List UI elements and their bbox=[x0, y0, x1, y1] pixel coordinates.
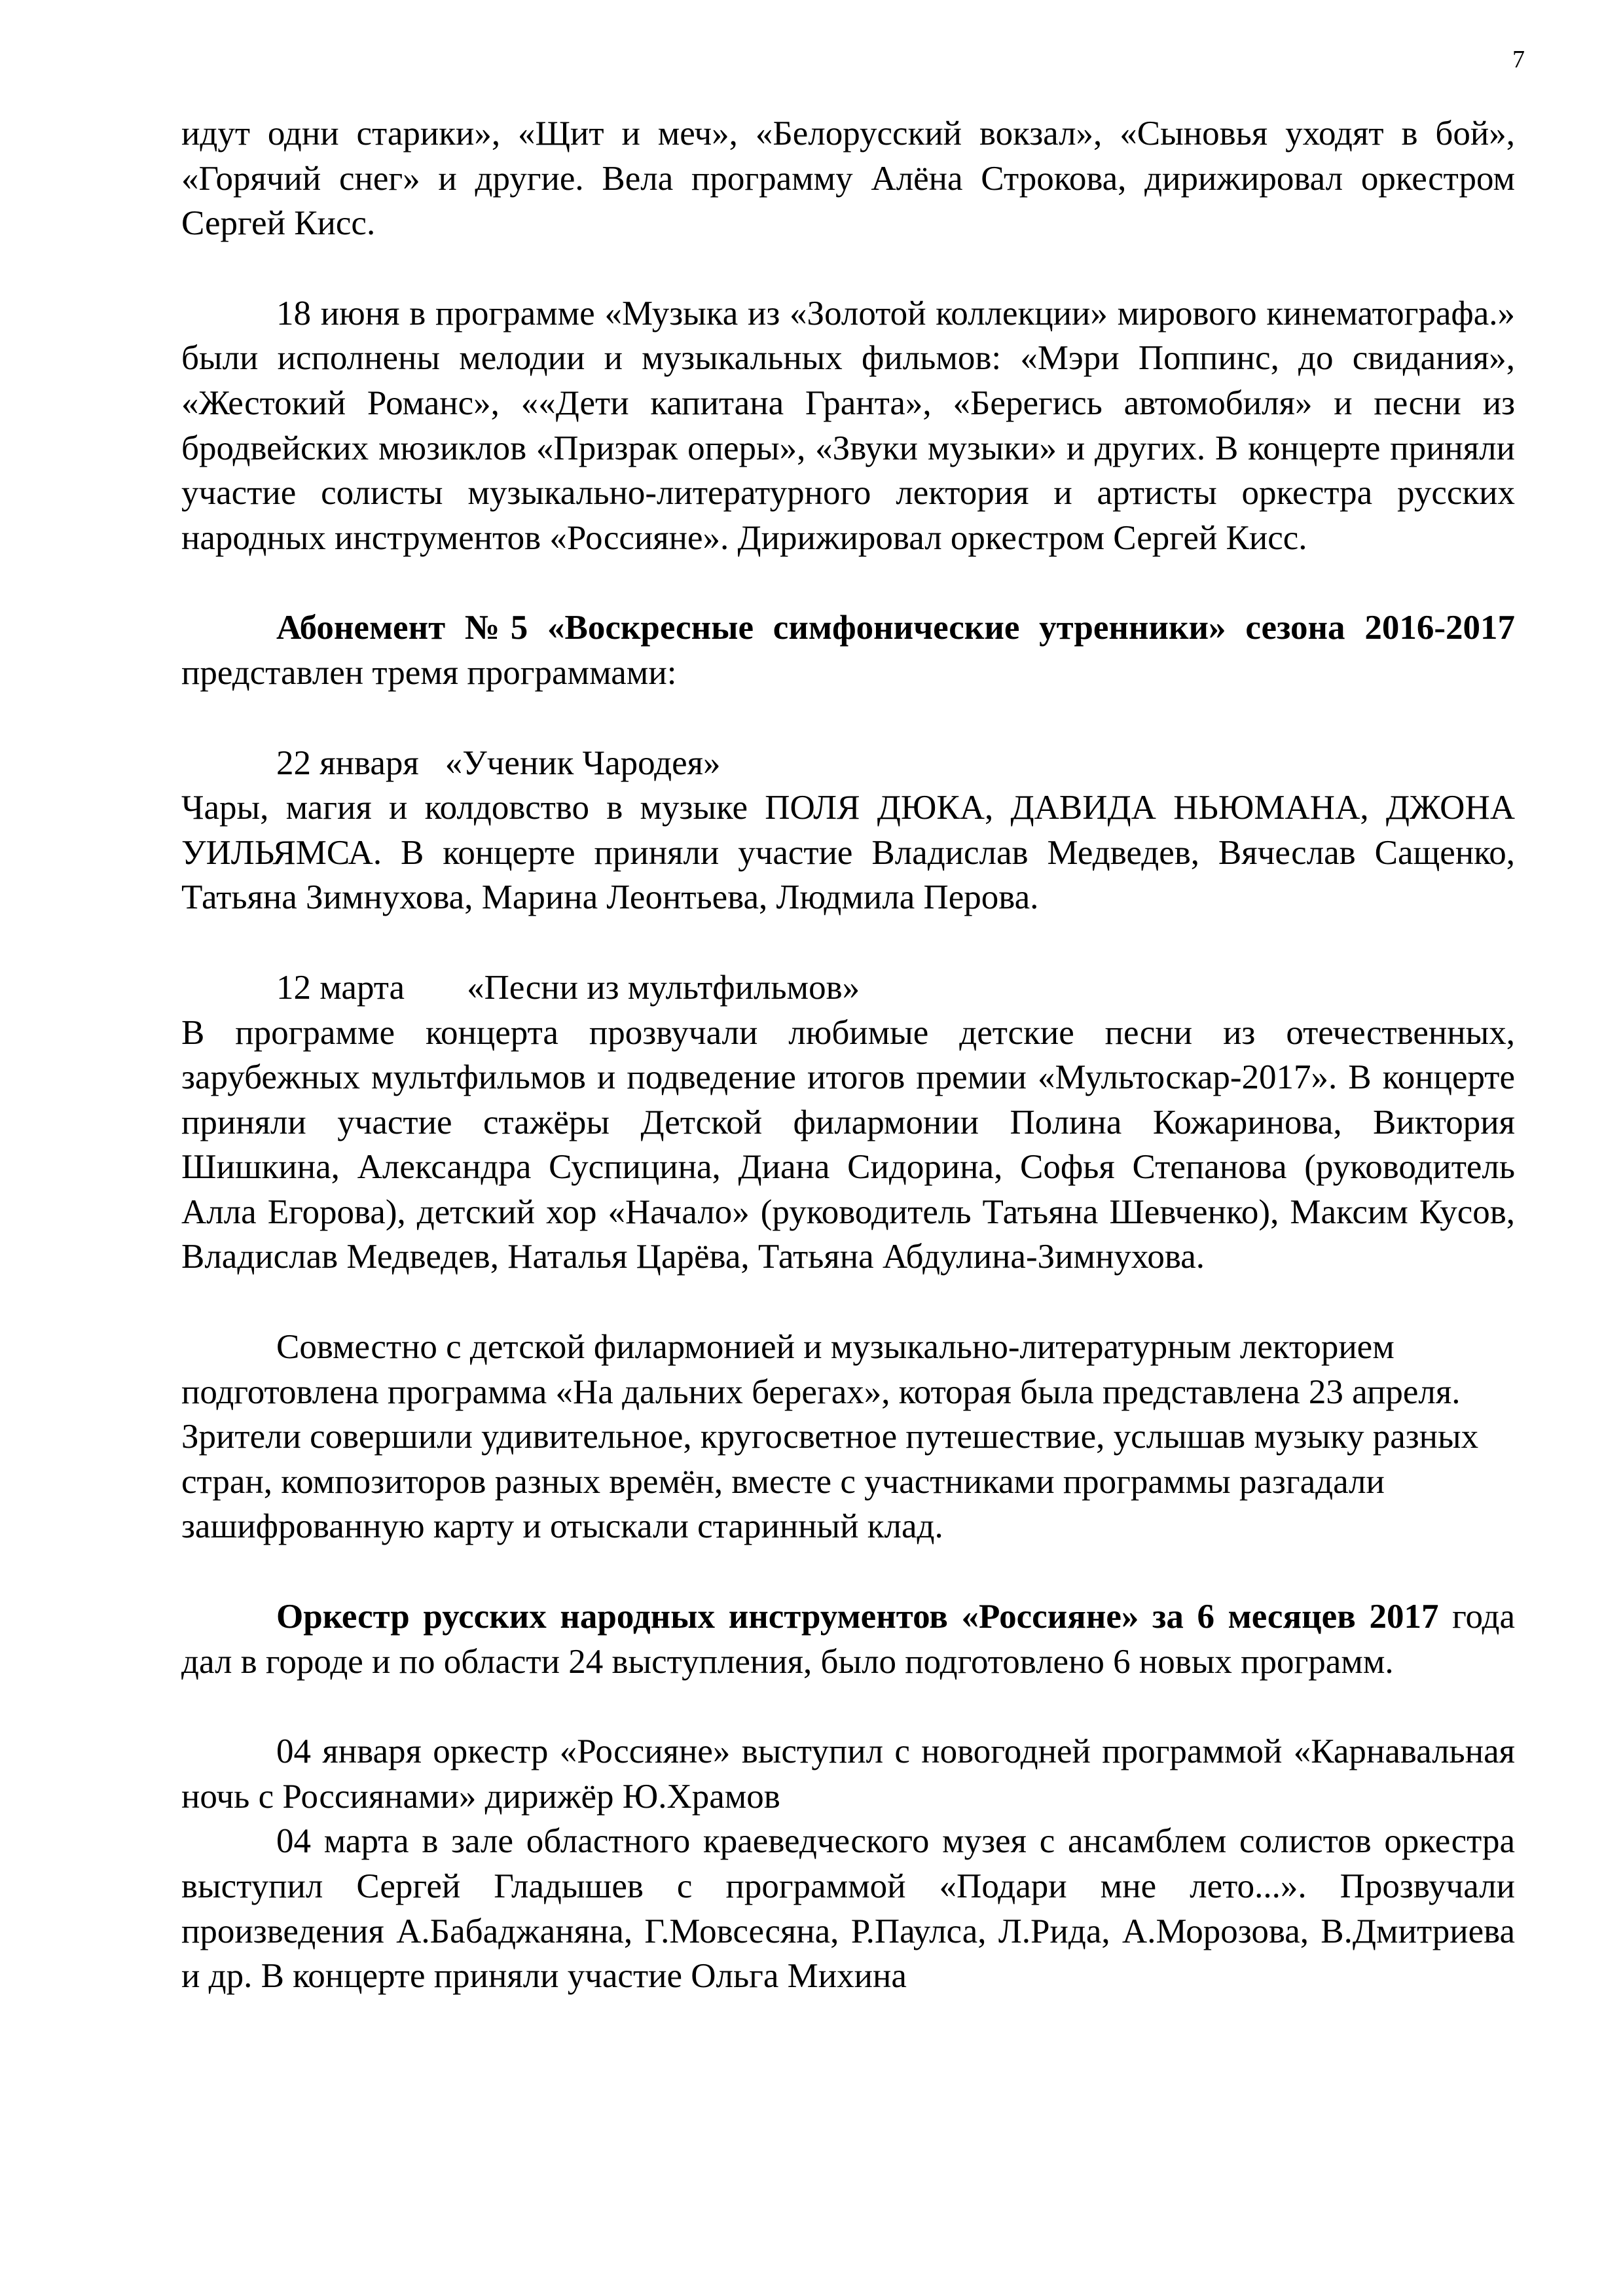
program-description: В программе концерта прозвучали любимые детские песни из отечественных, зарубежных мультфильмов и подведение итогов премии «Мультоскар-2017». В концерте приняли участие стажёры Детской филармонии Полина Кожаринова, Виктория Шишкина, Александра Суспицина, Диана Сидорина, Софья Степанова (руководитель Алла Егорова), детский хор «Начало» (руководитель Татьяна Шевченко), Максим Кусов, Владислав Медведев, Наталья Царёва, Татьяна Абдулина-Зимнухова. bbox=[181, 1013, 1515, 1276]
paragraph-concert-continued: идут одни старики», «Щит и меч», «Белорусский вокзал», «Сыновья уходят в бой», «Горячий снег» и другие. Вела программу Алёна Строкова, дирижировал оркестром Сергей Кисс. bbox=[181, 115, 1515, 243]
paragraph-january-04-concert: 04 января оркестр «Россияне» выступил с новогодней программой «Карнавальная ночь с Россиянами» дирижёр Ю.Храмов bbox=[181, 1732, 1515, 1816]
program-description: Чары, магия и колдовство в музыке ПОЛЯ ДЮКА, ДАВИДА НЬЮМАНА, ДЖОНА УИЛЬЯМСА. В концерте приняли участие Владислав Медведев, Вячеслав Сащенко, Татьяна Зимнухова, Марина Леонтьева, Людмила Перова. bbox=[181, 789, 1515, 917]
paragraph-orchestra-rossiyane bbox=[181, 1594, 1515, 1684]
program-dateline bbox=[181, 965, 1515, 1011]
program-dateline bbox=[181, 741, 1515, 786]
subscription-5-text: представлен тремя программами: bbox=[181, 653, 677, 692]
program-date: 22 января bbox=[276, 744, 419, 782]
orchestra-text: года дал в городе и по области 24 выступления, было подготовлено 6 новых программ. bbox=[181, 1598, 1515, 1681]
page-number: 7 bbox=[1512, 46, 1525, 73]
paragraph-june-18-concert: 18 июня в программе «Музыка из «Золотой коллекции» мирового кинематографа.» были исполнены мелодии и музыкальных фильмов: «Мэри Поппинс, до свидания», «Жестокий Романс», ««Дети капитана Гранта», «Берегись автомобиля» и песни из бродвейских мюзиклов «Призрак оперы», «Звуки музыки» и других. В концерте приняли участие солисты музыкально-литературного лектория и артисты оркестра русских народных инструментов «Россияне». Дирижировал оркестром Сергей Кисс. bbox=[181, 294, 1515, 557]
program-date: 12 марта bbox=[276, 968, 405, 1007]
program-title: «Ученик Чародея» bbox=[445, 744, 721, 782]
subscription-5-heading: Абонемент №5 «Воскресные симфонические утренники» сезона 2016-2017 bbox=[276, 609, 1515, 647]
orchestra-heading: Оркестр русских народных инструментов «Россияне» за 6 месяцев 2017 bbox=[276, 1598, 1439, 1636]
paragraph-march-04-concert: 04 марта в зале областного краеведческого музея с ансамблем солистов оркестра выступил Сергей Гладышев с программой «Подари мне лето...». Прозвучали произведения А.Бабаджаняна, Г.Мовсесяна, Р.Паулса, Л.Рида, А.Морозова, В.Дмитриева и др. В концерте приняли участие Ольга Михина bbox=[181, 1822, 1515, 1996]
program-march-12 bbox=[181, 965, 1515, 1280]
program-january-22 bbox=[181, 741, 1515, 920]
paragraph-far-shores-program: Совместно с детской филармонией и музыкально-литературным лекторием подготовлена программа «На дальних берегах», которая была представлена 23 апреля. Зрители совершили удивительное, кругосветное путешествие, услышав музыку разных стран, композиторов разных времён, вместе с участниками программы разгадали зашифрованную карту и отыскали старинный клад. bbox=[181, 1328, 1479, 1546]
program-title: «Песни из мультфильмов» bbox=[467, 968, 860, 1007]
paragraph-subscription-5 bbox=[181, 605, 1515, 695]
document-body bbox=[181, 111, 1515, 1999]
